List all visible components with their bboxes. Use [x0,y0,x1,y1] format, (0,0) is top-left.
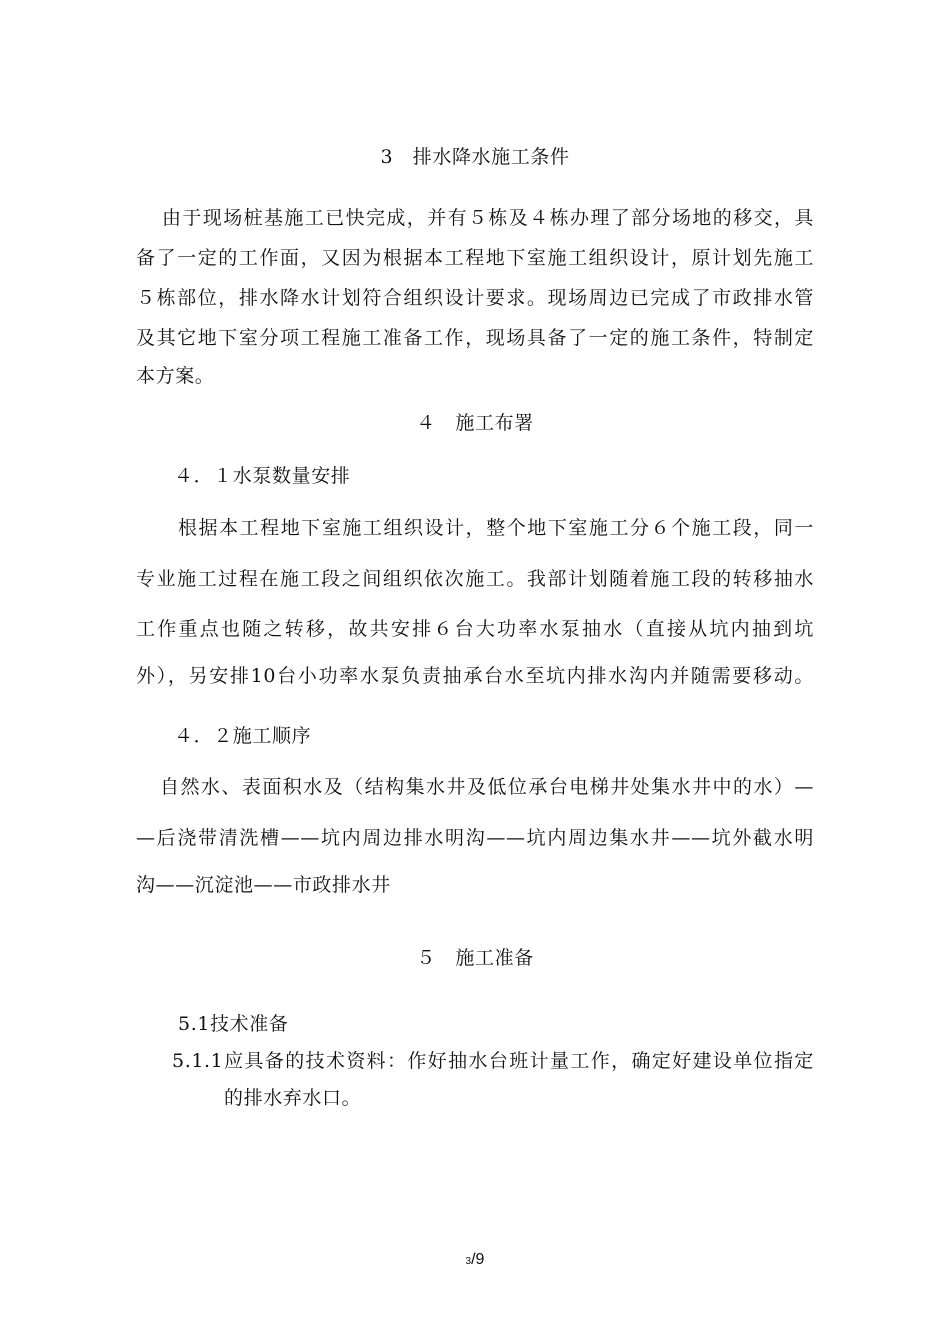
section-3-title: 3 排水降水施工条件 [380,146,570,168]
section-3-paragraph-line-3: ５栋部位，排水降水计划符合组织设计要求。现场周边已完成了市政排水管 [136,287,814,309]
page-current: 3 [465,1256,472,1267]
section-4-1-line-4: 外），另安排10台小功率水泵负责抽承台水至坑内排水沟内并随需要移动。 [136,665,814,687]
page-total: /9 [471,1251,485,1268]
section-4-1-line-1: 根据本工程地下室施工组织设计，整个地下室施工分６个施工段，同一 [178,517,814,539]
section-4-2-line-3: 沟——沉淀池——市政排水井 [136,874,391,896]
section-3-paragraph-line-5: 本方案。 [136,365,215,387]
section-5-title: ５ 施工准备 [416,947,534,969]
section-4-2-title: ４．２施工顺序 [174,725,312,747]
section-4-1-line-2: 专业施工过程在施工段之间组织依次施工。我部计划随着施工段的转移抽水 [136,568,814,590]
page-number [0,1250,950,1272]
section-3-paragraph-line-4: 及其它地下室分项工程施工准备工作，现场具备了一定的施工条件，特制定 [136,327,814,349]
section-4-1-line-3: 工作重点也随之转移，故共安排６台大功率水泵抽水（直接从坑内抽到坑 [136,618,814,640]
section-3-paragraph-line-1: 由于现场桩基施工已快完成，并有５栋及４栋办理了部分场地的移交，具 [162,207,814,229]
section-5-1-title: 5.1技术准备 [178,1013,289,1035]
section-4-2-line-2: —后浇带清洗槽——坑内周边排水明沟——坑内周边集水井——坑外截水明 [136,827,814,849]
section-3-paragraph-line-2: 备了一定的工作面，又因为根据本工程地下室施工组织设计，原计划先施工 [136,247,814,269]
section-4-title: ４ 施工布署 [416,412,534,434]
section-5-1-1-line-2: 的排水弃水口。 [224,1087,362,1109]
section-4-2-line-1: 自然水、表面积水及（结构集水井及低位承台电梯井处集水井中的水）— [160,776,814,798]
section-4-1-title: ４．１水泵数量安排 [174,465,351,487]
section-5-1-1-line-1: 5.1.1应具备的技术资料：作好抽水台班计量工作，确定好建设单位指定 [172,1050,814,1072]
